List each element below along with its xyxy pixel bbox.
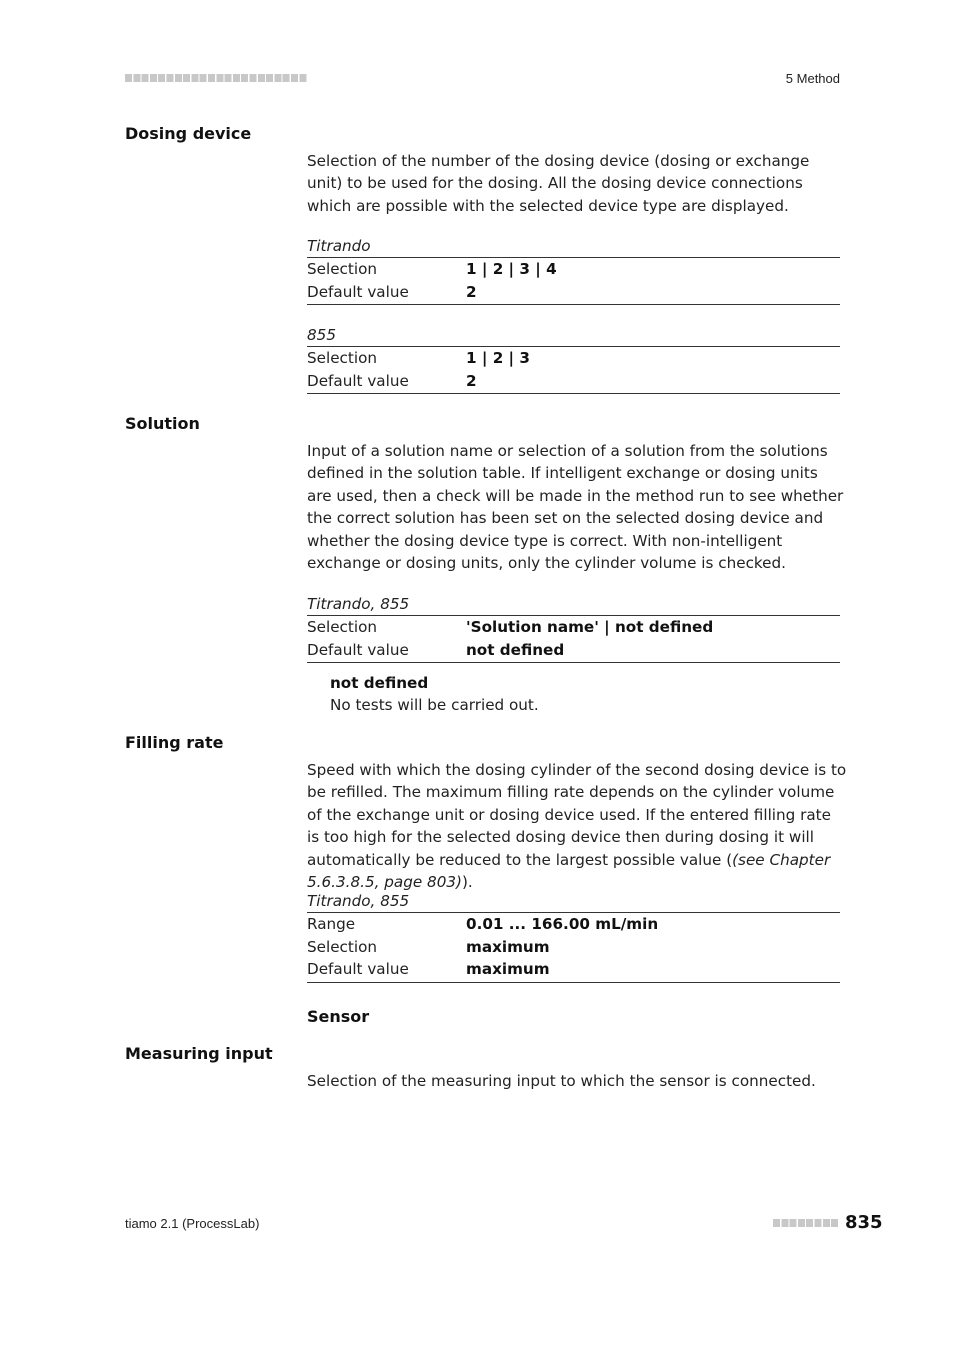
table-key: Default value [307, 640, 409, 659]
table-value: 2 [466, 371, 477, 390]
table-value: 2 [466, 282, 477, 301]
table-key: Selection [307, 937, 377, 956]
header-chapter: 5 Method [785, 71, 840, 86]
table-row [307, 958, 840, 981]
table-row [307, 616, 840, 639]
table-row [307, 347, 840, 370]
solution-description: Input of a solution name or selection of a solution from the solutions defined in the solution table. If intelligent exchange or dosing units are used, then a check will be made in the method run to see whether the correct solution has been set on the selected dosing device and whether the dosing device type is correct. With non-intelligent exchange or dosing units, only the cylinder volume is checked. [307, 442, 844, 573]
table-value: 1 | 2 | 3 | 4 [466, 260, 557, 279]
table-value: 0.01 ... 166.00 mL/min [466, 915, 659, 934]
filling-rate-text-end: ). [461, 873, 473, 892]
footer-decoration [773, 1219, 839, 1227]
table-row [307, 281, 840, 304]
table-key: Default value [307, 371, 409, 390]
section-title-filling-rate: Filling rate [125, 733, 224, 752]
table-row [307, 913, 840, 936]
table-value: 1 | 2 | 3 [466, 349, 530, 368]
filling-rate-text: Speed with which the dosing cylinder of the second dosing device is to be refilled. The maximum filling rate depends on the cylinder volume of the exchange unit or dosing device used. If the entered filling rate is too high for the selected dosing device then during dosing it will automatically be reduced to the largest possible value ( [307, 761, 847, 869]
table-row [307, 639, 840, 662]
section-title-dosing-device: Dosing device [125, 124, 252, 143]
table-key: Selection [307, 618, 377, 637]
subheading-sensor: Sensor [307, 1007, 370, 1026]
table-dosing-titrando [307, 236, 840, 305]
header-decoration [125, 74, 307, 82]
table-caption: 855 [307, 325, 840, 347]
chapter-link[interactable]: (see Chapter 5.6.3.8.5, page 803) [307, 850, 831, 892]
table-caption: Titrando, 855 [307, 891, 840, 913]
table-value: 'Solution name' | not defined [466, 618, 714, 637]
table-caption: Titrando [307, 236, 840, 258]
table-value: not defined [466, 640, 565, 659]
filling-rate-description [307, 759, 847, 893]
table-row [307, 258, 840, 281]
section-title-measuring-input: Measuring input [125, 1044, 273, 1063]
table-dosing-855 [307, 325, 840, 394]
table-solution [307, 594, 840, 663]
page-number: 835 [845, 1212, 883, 1233]
table-filling-rate [307, 891, 840, 983]
footer-product: tiamo 2.1 (ProcessLab) [125, 1216, 260, 1231]
table-row [307, 936, 840, 959]
measuring-input-description: Selection of the measuring input to which the sensor is connected. [307, 1072, 816, 1090]
table-key: Default value [307, 282, 409, 301]
dosing-device-description: Selection of the number of the dosing device (dosing or exchange unit) to be used for the dosing. All the dosing device connections which are possible with the selected device type are displayed. [307, 152, 810, 215]
table-value: maximum [466, 937, 550, 956]
table-key: Default value [307, 960, 409, 979]
table-key: Selection [307, 349, 377, 368]
section-title-solution: Solution [125, 414, 200, 433]
table-value: maximum [466, 960, 550, 979]
definition-term: not defined [330, 674, 429, 692]
table-key: Selection [307, 260, 377, 279]
table-caption: Titrando, 855 [307, 594, 840, 616]
table-key: Range [307, 915, 356, 934]
table-row [307, 370, 840, 393]
definition-description: No tests will be carried out. [330, 696, 539, 714]
